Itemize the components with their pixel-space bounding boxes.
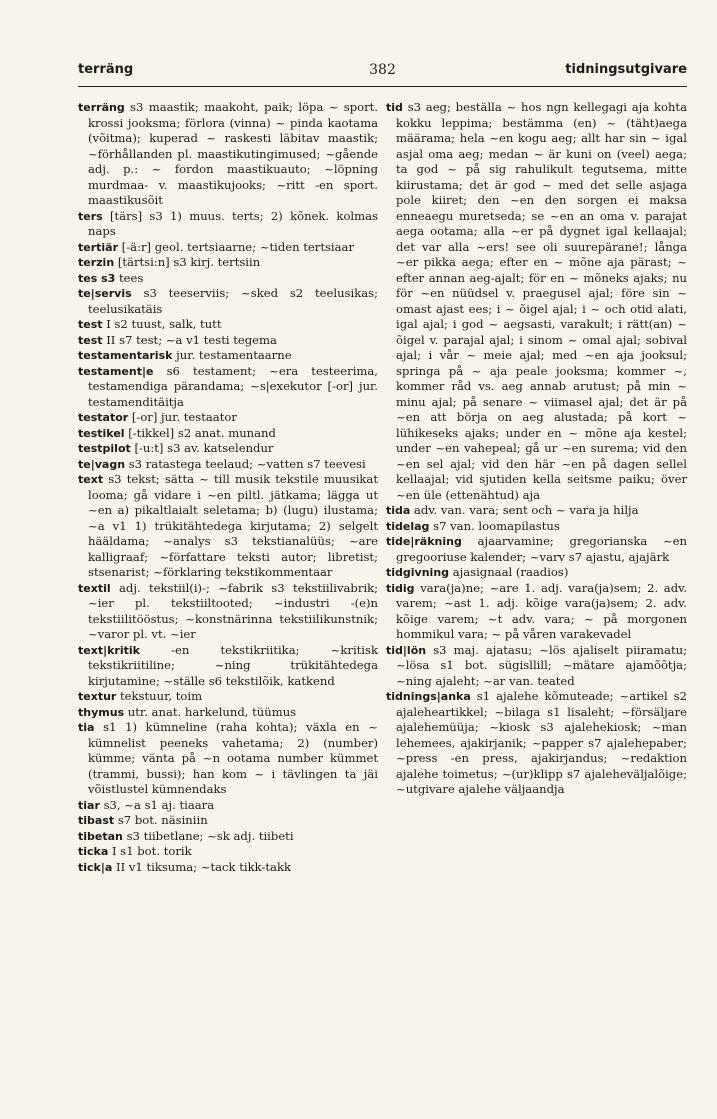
entry-headword: ters	[78, 209, 103, 223]
entry-headword: tibast	[78, 814, 115, 827]
dictionary-entry	[386, 689, 687, 798]
left-guide-word: terräng	[78, 62, 134, 77]
entry-definition: [-ä:r] geol. tertsiaarne; ~tiden tertsiaar	[121, 239, 354, 254]
dictionary-entry	[386, 519, 687, 535]
entry-definition: vara(ja)ne; ~are 1. adj. vara(ja)sem; 2. adv. varem; ~ast 1. adj. kõige vara(ja)sem; 2. adv. kõige varem; ~t adv. vara; ~ på morgonen hommikul vara; ~ på våren varakevadel	[396, 580, 687, 641]
entry-definition: s3 aeg; beställa ~ hos ngn kellegagi aja kohta kokku leppima; bestämma (en) ~ (täht)aega määrama; hela ~en kogu aeg; allt har sin ~ igal asjal oma aeg; medan ~ är kuni on (veel) aega; ta god ~ på sig rahulikult tegutsema, mitte kiirustama; det är god ~ med det selle asjaga pole kiiret; den ~en den sorgen ei maksa enneaegu muretseda; se ~en an oma v. parajat aega ootama; alla ~er på dygnet igal kellaajal; det var alla ~ers! see oli suurepärane!; långa ~er pikka aega; efter en ~ mõne aja pärast; ~ efter annan aeg-ajalt; för en ~ mõneks ajaks; nu för ~en nüüdsel v. praegusel ajal; före sin ~ omast ajast ees; i ~ õigel ajal; i ~ och otid alati, igal ajal; i god ~ aegsasti, varakult; i rätt(an) ~ õigel v. parajal ajal; i sinom ~ omal ajal; sobival ajal; i vår ~ meie ajal; med ~en aja jooksul; springa på ~ aja peale jooksma; kommer ~, kommer råd vs. aeg annab arutust; på min ~ minu ajal; på senare ~ viimasel ajal; det är på ~en att börja on aeg alustada; på kort ~ lühikeseks ajaks; under en ~ mõne aja kestel; under ~en vahepeal; gå ur ~en surema; vid den ~en sel ajal; vid den här ~en på dagen sellel kellaajal; vid sjutiden kella seitsme paiku; över ~en üle (ettenähtud) aja	[396, 100, 687, 502]
dictionary-entry	[78, 255, 378, 271]
entry-headword: tia	[78, 721, 95, 734]
entry-definition: I s1 bot. torik	[111, 844, 192, 858]
entry-headword: tes s3	[78, 271, 116, 285]
dictionary-entry	[78, 860, 378, 876]
dictionary-entry	[386, 581, 687, 643]
entry-headword: test	[78, 333, 103, 347]
entry-headword: thymus	[78, 705, 125, 719]
right-guide-word: tidningsutgivare	[565, 62, 687, 77]
entry-definition: utr. anat. harkelund, tüümus	[127, 704, 297, 719]
entry-definition: s3, ~a s1 aj. tiaara	[103, 797, 215, 812]
entry-definition: tees	[118, 270, 144, 285]
entry-definition: s7 bot. näsiniin	[117, 813, 208, 827]
entry-headword: textur	[78, 690, 117, 703]
entry-definition: II s7 test; ~a v1 testi tegema	[106, 332, 277, 347]
entry-headword: tid	[386, 101, 403, 114]
entry-headword: tidig	[386, 581, 415, 595]
entry-definition: s3 maj. ajatasu; ~lös ajaliselt piiramatu; ~lösa s1 bot. sügisllill; ~mätare ajamõõtja; ~ning ajaleht; ~ar van. teated	[396, 642, 687, 688]
entry-headword: tida	[386, 504, 411, 517]
dictionary-entry	[386, 503, 687, 519]
dictionary-entry	[78, 426, 378, 442]
entry-headword: terzin	[78, 256, 115, 269]
entry-headword: tidgivning	[386, 566, 450, 579]
entry-headword: te|vagn	[78, 457, 126, 471]
entry-definition: s3 teeserviis; ~sked s2 teelusikas; teelusikatäis	[88, 286, 378, 316]
entry-definition: s3 tiibetlane; ~sk adj. tiibeti	[126, 828, 294, 843]
dictionary-entry	[78, 271, 378, 287]
dictionary-entry	[386, 534, 687, 565]
dictionary-entry	[78, 705, 378, 721]
entry-definition: adj. tekstiil(i)-; ~fabrik s3 tekstiilivabrik; ~ier pl. tekstiiltooted; ~industri -(e)n tekstiilitööstus; ~konstnärinna tekstiilikunstnik; ~varor pl. vt. ~ier	[88, 580, 379, 641]
page-number: 382	[369, 62, 396, 78]
dictionary-entry	[78, 348, 378, 364]
dictionary-entry	[78, 364, 378, 411]
entry-headword: te|servis	[78, 287, 132, 300]
entry-headword: tidelag	[386, 519, 430, 533]
dictionary-entry	[78, 844, 378, 860]
entry-headword: textil	[78, 581, 111, 595]
entry-headword: tiar	[78, 798, 100, 812]
entry-definition: I s2 tuust, salk, tutt	[106, 317, 222, 331]
dictionary-entry	[78, 286, 378, 317]
entry-definition: [tärs] s3 1) muus. terts; 2) kõnek. kolmas naps	[88, 208, 378, 238]
dictionary-entry	[78, 410, 378, 426]
dictionary-entry	[78, 581, 378, 643]
entry-definition: [-u:t] s3 av. katselendur	[134, 441, 274, 455]
entry-definition: s1 ajalehe kõmuteade; ~artikel s2 ajaleheartikkel; ~bilaga s1 lisaleht; ~försäljare ajalehemüüja; ~kiosk s3 ajalehekiosk; ~man lehemees, ajakirjanik; ~papper s7 ajalehepaber; ~press -en press, ajakirjandus; ~redaktion ajalehe toimetus; ~(ur)klipp s7 ajaleheväljalõige; ~utgivare ajalehe väljaandja	[396, 689, 687, 796]
dictionary-entry	[78, 209, 378, 240]
entry-definition: jur. testamentaarne	[176, 348, 292, 362]
entry-definition: ajasignaal (raadios)	[452, 565, 569, 579]
entry-headword: tidnings|anka	[386, 690, 471, 703]
entry-definition: adv. van. vara; sent och ~ vara ja hilja	[414, 503, 639, 517]
dictionary-entry	[78, 643, 378, 690]
entry-definition: s3 maastik; maakoht, paik; löpa ~ sport. krossi jooksma; förlora (vinna) ~ pinda kaotama (võitma); kuperad ~ raskesti läbitav maastik; ~förhållanden pl. maastikutingimused; ~gående adj. p.: ~ fordon maastikuauto; ~löpning murdmaa- v. maastikujooks; ~ritt -en sport. maastikusõit	[88, 100, 379, 207]
dictionary-entry	[78, 317, 378, 333]
entry-headword: text	[78, 473, 104, 486]
entry-headword: testator	[78, 411, 129, 424]
dictionary-entry	[78, 240, 378, 256]
dictionary-entry	[78, 829, 378, 845]
entry-headword: testpilot	[78, 442, 131, 455]
left-column	[78, 100, 378, 875]
entry-definition: [-tikkel] s2 anat. munand	[128, 425, 276, 440]
entry-definition: s6 testament; ~era testeerima, testamendiga pärandama; ~s|exekutor [-or] jur. testamenditäitja	[88, 363, 378, 409]
dictionary-entry	[78, 813, 378, 829]
dictionary-entry	[386, 643, 687, 690]
entry-definition: s3 ratastega teelaud; ~vatten s7 teevesi	[128, 456, 366, 471]
entry-definition: [-or] jur. testaator	[131, 410, 237, 424]
entry-definition: s1 1) kümneline (raha kohta); växla en ~ kümnelist peeneks vahetama; 2) (number) kümme; vänta på ~n ootama number kümmet (trammi, bussi); han kom ~ i tävlingen ta jäi võistlustel kümnendaks	[88, 720, 379, 796]
entry-headword: testamentarisk	[78, 349, 173, 362]
entry-definition: s3 tekst; sätta ~ till musik tekstile muusikat looma; gå vidare i ~en piltl. jätkama; lägga ut ~en a) pikaltlaialt seletama; b) (lugu) ilustama; ~a v1 1) trükitähtedega kirjutama; 2) selgelt hääldama; ~analys s3 tekstianalüüs; ~are kalligraaf; ~författare teksti autor; libretist; stsenarist; ~förklaring tekstikommentaar	[88, 472, 379, 579]
entry-definition: -en tekstikriitika; ~kritisk tekstikriitiline; ~ning trükitähtedega kirjutamine; ~ställe s6 tekstilõik, katkend	[88, 642, 378, 688]
dictionary-entry	[78, 472, 378, 581]
entry-headword: tid|lön	[386, 643, 427, 657]
entry-headword: testikel	[78, 426, 125, 440]
entry-definition: II v1 tiksuma; ~tack tikk-takk	[116, 859, 292, 874]
entry-definition: ajaarvamine; gregorianska ~en gregooriuse kalender; ~varv s7 ajastu, ajajärk	[396, 534, 687, 564]
dictionary-entry	[78, 720, 378, 798]
entry-definition: [tärtsi:n] s3 kirj. tertsiin	[117, 255, 261, 269]
dictionary-entry	[386, 565, 687, 581]
entry-headword: tibetan	[78, 829, 123, 843]
dictionary-entry	[386, 100, 687, 503]
entry-definition: s7 van. loomapilastus	[433, 518, 560, 533]
right-column	[386, 100, 687, 798]
dictionary-entry	[78, 457, 378, 473]
entry-headword: ticka	[78, 845, 109, 858]
dictionary-entry	[78, 100, 378, 209]
dictionary-entry	[78, 333, 378, 349]
entry-headword: terräng	[78, 101, 125, 114]
entry-headword: text|kritik	[78, 643, 140, 657]
dictionary-entry	[78, 798, 378, 814]
header-rule	[78, 86, 687, 87]
dictionary-entry	[78, 441, 378, 457]
entry-headword: tertiär	[78, 240, 119, 254]
entry-headword: test	[78, 318, 103, 331]
entry-headword: testament|e	[78, 364, 154, 378]
entry-headword: tide|räkning	[386, 535, 462, 548]
entry-definition: tekstuur, toim	[120, 689, 203, 703]
dictionary-entry	[78, 689, 378, 705]
entry-headword: tick|a	[78, 860, 113, 874]
